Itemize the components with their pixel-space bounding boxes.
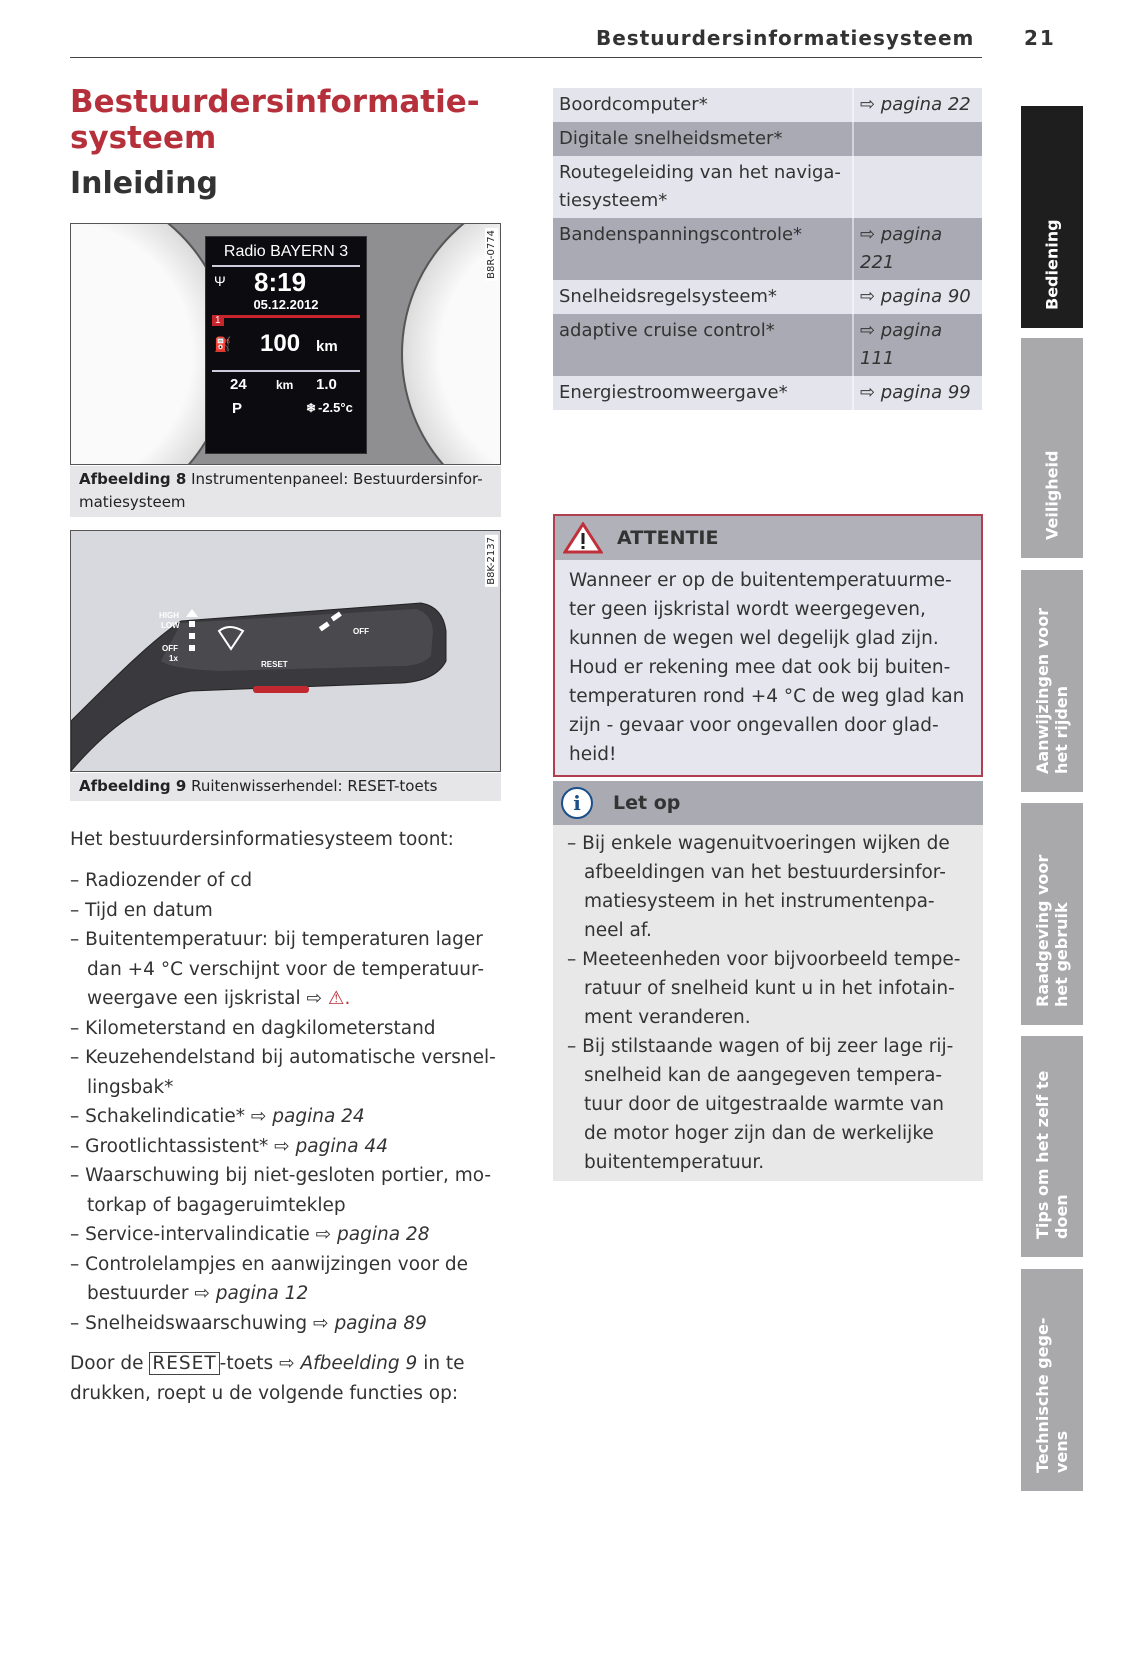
note-box	[553, 781, 983, 1181]
outro-mid: -toets ⇨	[219, 1353, 295, 1374]
list-item-text: – Snelheidswaarschuwing ⇨	[70, 1312, 329, 1334]
tab-label: Veiligheid	[1042, 450, 1062, 540]
list-item-text: – Schakelindicatie* ⇨	[70, 1106, 267, 1127]
warning-header	[555, 516, 981, 560]
caption-text: Ruitenwisserhendel: RESET-toets	[191, 777, 438, 795]
tab-veiligheid[interactable]	[1021, 338, 1083, 558]
function-name: Snelheidsregelsysteem*	[559, 286, 777, 307]
title-line: systeem	[70, 120, 217, 156]
list-item-text: – Radiozender of cd	[70, 870, 253, 891]
list-item	[70, 866, 510, 896]
list-item	[70, 896, 510, 926]
section-title: Inleiding	[70, 166, 219, 201]
lever-label: LOW	[161, 621, 180, 630]
list-item-text: – Buitentemperatuur: bij temperaturen lager dan +4 °C verschijnt voor de temperatuur-weergave een ijskristal ⇨	[70, 929, 485, 1009]
warning-triangle-icon	[563, 522, 603, 554]
list-item	[70, 1220, 510, 1250]
wiper-lever-illustration	[71, 531, 501, 772]
page-title	[70, 84, 510, 156]
list-item	[70, 1309, 510, 1339]
trip-unit: km	[276, 378, 294, 392]
outside-temperature: -2.5°c	[318, 400, 353, 415]
warning-text: Wanneer er op de buitentemperatuurme-ter geen ijskristal wordt weergegeven, kunnen de wegen wel degelijk glad zijn. Houd er rekening mee dat ook bij buiten-temperaturen rond +4 °C de weg glad kan zijn - gevaar voor ongevallen door glad-heid!	[569, 570, 965, 765]
info-icon: i	[561, 787, 593, 819]
list-item	[70, 1161, 510, 1220]
reset-key: RESET	[149, 1352, 219, 1375]
warning-box	[553, 514, 983, 777]
list-item-text: – Service-intervalindicatie ⇨	[70, 1224, 332, 1245]
snowflake-icon: ❄	[306, 401, 317, 415]
caption-text: Instrumentenpaneel: Bestuurdersinfor-matiesysteem	[79, 470, 483, 511]
tab-bediening[interactable]	[1021, 106, 1083, 328]
driver-info-display	[205, 236, 367, 454]
function-name: Boordcomputer*	[559, 94, 708, 115]
feature-list	[70, 866, 510, 1338]
caption-label: Afbeelding 8	[79, 470, 187, 488]
title-line: Bestuurdersinformatie-	[70, 84, 480, 120]
tab-tips[interactable]	[1021, 1036, 1083, 1257]
gear-badge: 1	[212, 315, 224, 326]
list-item	[70, 1102, 510, 1132]
function-name: adaptive cruise control*	[559, 320, 775, 341]
lever-label: 1x	[169, 654, 178, 663]
list-item-text: – Kilometerstand en dagkilometerstand	[70, 1017, 436, 1039]
tab-aanwijzingen[interactable]	[1021, 570, 1083, 792]
page-link[interactable]	[852, 122, 982, 156]
tab-label: Technische gege-vens	[1033, 1317, 1071, 1473]
page-link[interactable]: ⇨ pagina 111	[852, 314, 982, 376]
list-item-text: – Keuzehendelstand bij automatische versnel-lingsbak*	[70, 1047, 496, 1098]
figure-9-wiper-lever	[70, 530, 501, 772]
outro-text	[70, 1349, 510, 1408]
tab-label: Raadgeving voor het gebruik	[1033, 854, 1071, 1007]
list-item-text: – Waarschuwing bij niet-gesloten portier, mo-torkap of bagageruimteklep	[70, 1165, 492, 1216]
page-link[interactable]: ⇨ pagina 221	[852, 218, 982, 280]
trip-value: 24	[230, 376, 247, 393]
figure-code: B8R-0774	[486, 230, 497, 279]
fuel-pump-icon: ⛽	[214, 336, 232, 352]
table-row	[553, 376, 982, 410]
table-row	[553, 156, 982, 218]
function-name: Bandenspanningscontrole*	[559, 224, 803, 245]
lever-label: OFF	[162, 644, 178, 653]
warning-title: ATTENTIE	[617, 527, 719, 549]
page-link[interactable]: pagina 44	[295, 1135, 388, 1157]
warning-triangle-icon[interactable]: ⚠.	[327, 988, 351, 1009]
list-item	[70, 1250, 510, 1309]
caption-label: Afbeelding 9	[79, 777, 187, 795]
page-link[interactable]	[852, 156, 982, 218]
list-item-text: – Controlelampjes en aanwijzingen voor de bestuurder ⇨	[70, 1253, 468, 1304]
lever-label: OFF	[353, 627, 369, 636]
gear-indicator: P	[232, 400, 243, 417]
header-rule	[70, 57, 982, 58]
list-item	[70, 925, 510, 1014]
range-value: 100	[260, 330, 301, 357]
note-item: – Bij enkele wagenuitvoeringen wijken de afbeeldingen van het bestuurdersinfor-matiesysteem in het instrumentenpa-neel af.	[567, 833, 950, 941]
figure-code: B8K-2137	[486, 537, 497, 585]
function-name: Digitale snelheidsmeter*	[559, 128, 783, 149]
tab-label: Bediening	[1042, 219, 1062, 310]
note-item: – Meeteenheden voor bijvoorbeeld tempe-ratuur of snelheid kunt u in het infotain-ment veranderen.	[567, 949, 961, 1028]
reset-button	[253, 686, 309, 693]
list-item-text: – Tijd en datum	[70, 899, 213, 921]
page-link[interactable]: pagina 24	[272, 1106, 365, 1127]
page-number: 21	[1024, 26, 1056, 50]
note-header	[553, 781, 983, 825]
tab-label: Aanwijzingen voor het rijden	[1033, 607, 1071, 774]
figure-8-instrument-panel	[70, 223, 501, 465]
page-link[interactable]: pagina 89	[334, 1312, 427, 1334]
clock-time: 8:19	[254, 267, 307, 297]
lever-label: HIGH	[159, 611, 179, 620]
function-name: Routegeleiding van het naviga-tiesysteem*	[559, 162, 841, 211]
intro-text: Het bestuurdersinformatiesysteem toont:	[70, 829, 454, 850]
table-row	[553, 280, 982, 314]
list-item-text: – Grootlichtassistent* ⇨	[70, 1135, 290, 1157]
list-item	[70, 1043, 510, 1102]
outro-post: in te drukken, roept u de volgende functies op:	[70, 1353, 465, 1404]
table-row	[553, 88, 982, 122]
table-row	[553, 314, 982, 376]
tab-label: Tips om het zelf te doen	[1033, 1070, 1071, 1239]
consumption: 1.0	[316, 376, 337, 393]
functions-table	[553, 88, 982, 410]
figure-9-caption	[70, 773, 501, 801]
running-header: Bestuurdersinformatiesysteem	[596, 26, 975, 50]
tab-technische-gegevens[interactable]	[1021, 1269, 1083, 1491]
date: 05.12.2012	[253, 297, 319, 312]
lever-label: RESET	[261, 660, 288, 669]
radio-station: Radio BAYERN 3	[223, 243, 349, 260]
note-item: – Bij stilstaande wagen of bij zeer lage rij-snelheid kan de aangegeven tempera-tuur door de uitgestraalde warmte van de motor hoger zijn dan de werkelijke buitentemperatuur.	[567, 1036, 954, 1173]
range-unit: km	[316, 338, 338, 355]
note-title: Let op	[613, 792, 681, 814]
figure-link[interactable]: Afbeelding 9	[300, 1353, 418, 1374]
page-link[interactable]: ⇨ pagina 90	[852, 280, 982, 314]
outro-pre: Door de	[70, 1353, 144, 1374]
figure-8-caption	[70, 466, 501, 517]
function-name: Energiestroomweergave*	[559, 382, 788, 403]
page-link[interactable]: ⇨ pagina 99	[852, 376, 982, 410]
page-link[interactable]: pagina 12	[215, 1283, 309, 1304]
page-link[interactable]: ⇨ pagina 22	[852, 88, 982, 122]
list-item	[70, 1132, 510, 1162]
table-row	[553, 122, 982, 156]
table-row	[553, 218, 982, 280]
page-link[interactable]: pagina 28	[337, 1224, 430, 1245]
list-item	[70, 1014, 510, 1044]
tab-raadgeving[interactable]	[1021, 803, 1083, 1025]
antenna-icon: Ψ	[214, 273, 226, 289]
